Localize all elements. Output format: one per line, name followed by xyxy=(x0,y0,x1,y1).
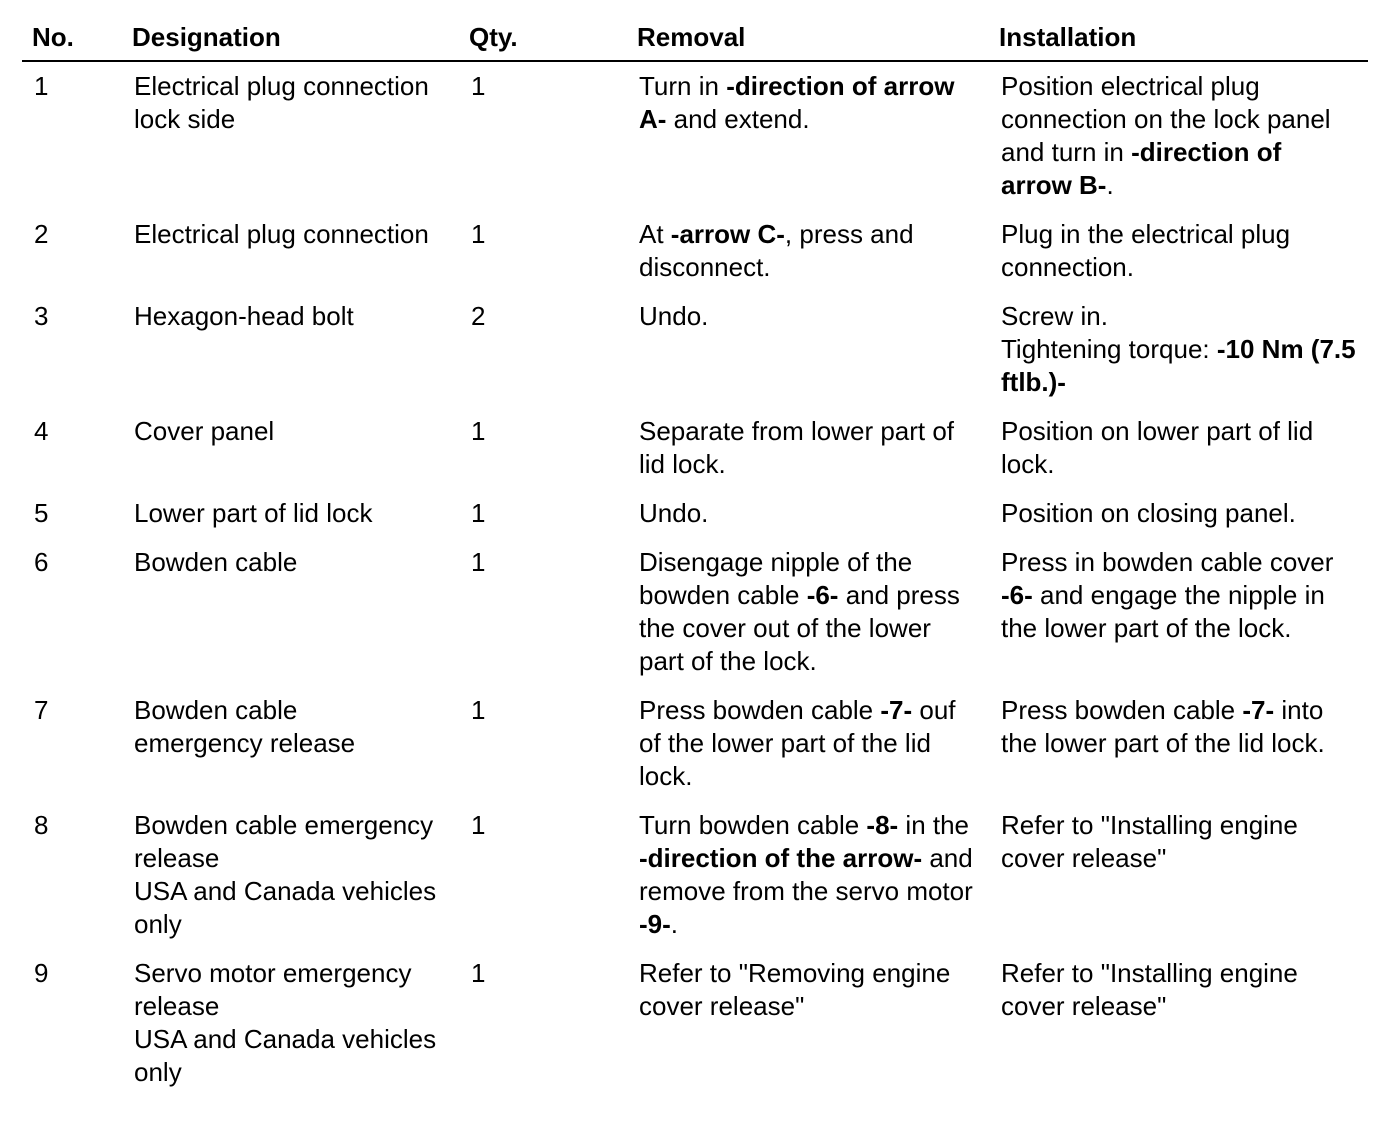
cell-qty: 1 xyxy=(471,219,486,249)
cell-installation-segment: Press bowden cable xyxy=(1001,695,1243,725)
cell-installation-segment: . xyxy=(1106,170,1114,200)
cell-qty: 1 xyxy=(471,958,486,988)
cell-removal xyxy=(627,538,989,686)
cell-no: 3 xyxy=(34,301,49,331)
cell-removal-segment: and press the cover out of the lower part of the lock. xyxy=(639,580,960,676)
cell-removal xyxy=(627,801,989,949)
cell-no: 6 xyxy=(34,547,49,577)
table-row xyxy=(22,686,1368,801)
cell-removal-segment: Undo. xyxy=(639,498,709,528)
cell-installation-segment: -10 Nm (7.5 ftlb.)- xyxy=(1001,334,1356,397)
table-row xyxy=(22,292,1368,407)
cell-removal-segment: Refer to "Removing engine cover release" xyxy=(639,958,951,1021)
cell-installation-segment: Refer to "Installing engine cover release" xyxy=(1001,810,1298,873)
cell-installation-segment: Press in bowden cable cover xyxy=(1001,547,1334,577)
header-installation: Installation xyxy=(989,14,1368,61)
cell-removal-segment: -9- xyxy=(639,909,671,939)
header-row xyxy=(22,14,1368,61)
cell-installation-segment: Position on lower part of lid lock. xyxy=(1001,416,1314,479)
cell-installation-segment: -7- xyxy=(1242,695,1275,725)
cell-removal xyxy=(627,949,989,1097)
table-row xyxy=(22,949,1368,1097)
cell-removal-segment: Disengage nipple of the bowden cable xyxy=(639,547,913,610)
cell-designation: Electrical plug connection lock side xyxy=(134,71,429,134)
table-row xyxy=(22,407,1368,489)
cell-removal-segment: -direction of arrow A- xyxy=(639,71,955,134)
table-row xyxy=(22,489,1368,538)
cell-installation xyxy=(989,292,1368,407)
cell-removal-segment: , press and disconnect. xyxy=(639,219,914,282)
table-row xyxy=(22,210,1368,292)
cell-removal-segment: . xyxy=(670,909,679,939)
cell-designation: Servo motor emergency release USA and Canada vehicles only xyxy=(134,958,437,1087)
cell-removal-segment: -arrow C- xyxy=(670,219,785,249)
cell-qty: 1 xyxy=(471,416,486,446)
cell-designation: Bowden cable emergency release USA and Canada vehicles only xyxy=(134,810,437,939)
cell-designation: Cover panel xyxy=(134,416,275,446)
cell-installation xyxy=(989,949,1368,1097)
cell-designation: Electrical plug connection xyxy=(134,219,429,249)
cell-removal-segment: and extend. xyxy=(666,104,810,134)
table-header xyxy=(22,14,1368,61)
cell-installation xyxy=(989,210,1368,292)
cell-installation xyxy=(989,407,1368,489)
cell-removal xyxy=(627,407,989,489)
cell-removal xyxy=(627,489,989,538)
table-row xyxy=(22,538,1368,686)
cell-qty: 1 xyxy=(471,547,486,577)
cell-removal-segment: Separate from lower part of lid lock. xyxy=(639,416,955,479)
cell-installation xyxy=(989,686,1368,801)
cell-removal-segment: ouf of the lower part of the lid lock. xyxy=(639,695,956,791)
cell-installation-segment: and engage the nipple in the lower part of the lock. xyxy=(1001,580,1325,643)
cell-removal xyxy=(627,686,989,801)
cell-removal-segment: Turn bowden cable xyxy=(639,810,867,840)
cell-removal-segment: Press bowden cable xyxy=(639,695,881,725)
cell-installation-segment: Position electrical plug connection on the lock panel and turn in xyxy=(1001,71,1331,167)
cell-installation-segment: Screw in. Tightening torque: xyxy=(1001,301,1210,364)
cell-installation-segment: Position on closing panel. xyxy=(1001,498,1296,528)
parts-table xyxy=(22,14,1368,1097)
cell-no: 5 xyxy=(34,498,49,528)
header-no: No. xyxy=(22,14,122,61)
cell-no: 9 xyxy=(34,958,49,988)
cell-removal-segment: -6- xyxy=(806,580,839,610)
table-body xyxy=(22,61,1368,1097)
cell-removal-segment: Turn in xyxy=(639,71,727,101)
cell-installation-segment: Refer to "Installing engine cover release" xyxy=(1001,958,1298,1021)
cell-qty: 1 xyxy=(471,810,486,840)
cell-installation-segment: into the lower part of the lid lock. xyxy=(1001,695,1325,758)
cell-qty: 1 xyxy=(471,695,486,725)
table-row xyxy=(22,801,1368,949)
cell-removal-segment: and remove from the servo motor xyxy=(639,843,973,906)
cell-designation: Hexagon-head bolt xyxy=(134,301,354,331)
cell-removal-segment: Undo. xyxy=(639,301,709,331)
cell-removal-segment: -direction of the arrow- xyxy=(639,843,923,873)
cell-no: 4 xyxy=(34,416,49,446)
header-designation: Designation xyxy=(122,14,459,61)
cell-installation-segment: -6- xyxy=(1001,580,1033,610)
cell-qty: 1 xyxy=(471,498,486,528)
cell-installation xyxy=(989,801,1368,949)
cell-no: 8 xyxy=(34,810,49,840)
table-row xyxy=(22,61,1368,210)
header-removal: Removal xyxy=(627,14,989,61)
cell-designation: Bowden cable emergency release xyxy=(134,695,356,758)
cell-installation xyxy=(989,489,1368,538)
header-qty: Qty. xyxy=(459,14,627,61)
cell-installation-segment: -direction of arrow B- xyxy=(1001,137,1282,200)
cell-installation xyxy=(989,61,1368,210)
cell-removal-segment: -8- xyxy=(866,810,899,840)
cell-qty: 1 xyxy=(471,71,486,101)
cell-removal xyxy=(627,292,989,407)
cell-designation: Lower part of lid lock xyxy=(134,498,373,528)
cell-removal xyxy=(627,210,989,292)
cell-removal-segment: -7- xyxy=(880,695,913,725)
cell-qty: 2 xyxy=(471,301,486,331)
cell-installation xyxy=(989,538,1368,686)
cell-no: 1 xyxy=(34,71,49,101)
cell-installation-segment: Plug in the electrical plug connection. xyxy=(1001,219,1291,282)
cell-removal-segment: At xyxy=(639,219,671,249)
cell-no: 7 xyxy=(34,695,49,725)
cell-removal-segment: in the xyxy=(898,810,970,840)
cell-removal xyxy=(627,61,989,210)
cell-designation: Bowden cable xyxy=(134,547,298,577)
cell-no: 2 xyxy=(34,219,49,249)
